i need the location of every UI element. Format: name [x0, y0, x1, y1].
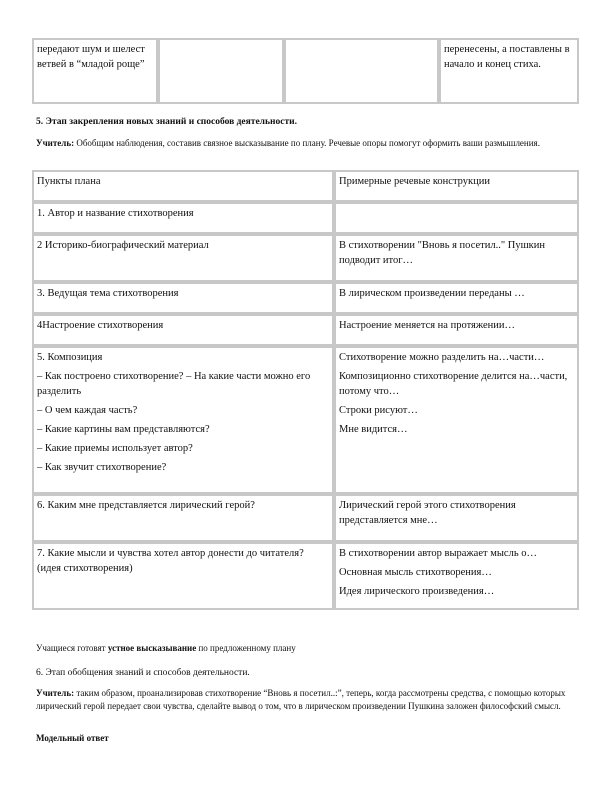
construction-cell: [334, 282, 579, 314]
plan-item: – Какие приемы использует автор?: [37, 443, 193, 454]
plan-item: 6. Каким мне представляется лирический герой?: [37, 500, 255, 511]
plan-table: [32, 170, 579, 610]
construction-cell: [334, 494, 579, 542]
table-cell: [158, 38, 284, 104]
table-cell: передают шум и шелест ветвей в “младой роще”: [32, 38, 158, 104]
table-row: [32, 202, 579, 234]
construction-cell: [334, 542, 579, 610]
section-5-teacher-paragraph: [36, 137, 576, 150]
plan-item: – О чем каждая часть?: [37, 405, 138, 416]
plan-item: 1. Автор и название стихотворения: [37, 208, 194, 219]
teacher-text: таким образом, проанализировав стихотворение “Вновь я посетил..:”, теперь, когда рассмотрены средства, с помощью которых лирический герой передает свои чувства, сделайте вывод о том, что в лирическом произведении Пушкина заложен философский смысл.: [36, 688, 566, 711]
table-row: [32, 234, 579, 282]
plan-item: 7. Какие мысли и чувства хотел автор донести до читателя? (идея стихотворения): [37, 548, 304, 574]
plan-item: 3. Ведущая тема стихотворения: [37, 288, 179, 299]
construction-cell: [334, 314, 579, 346]
construction-item: В стихотворении автор выражает мысль о…: [339, 548, 537, 559]
plan-item: 4Настроение стихотворения: [37, 320, 164, 331]
table-row: [32, 282, 579, 314]
construction-item: Основная мысль стихотворения…: [339, 567, 492, 578]
header-cell-plan: Пункты плана: [32, 170, 334, 202]
table-row: [32, 542, 579, 610]
table-row: [32, 314, 579, 346]
note-text: по предложенному плану: [196, 643, 296, 653]
construction-cell: [334, 234, 579, 282]
construction-item: Мне видится…: [339, 424, 408, 435]
after-table-note: [36, 642, 296, 655]
plan-item: – Как звучит стихотворение?: [37, 462, 167, 473]
construction-item: В лирическом произведении переданы …: [339, 288, 525, 299]
teacher-text: Обобщим наблюдения, составив связное высказывание по плану. Речевые опоры помогут оформить ваши размышления.: [74, 138, 540, 148]
model-answer-heading: Модельный ответ: [36, 733, 109, 743]
section-5-heading: 5. Этап закрепления новых знаний и способов деятельности.: [36, 117, 297, 127]
section-6-teacher-paragraph: [36, 687, 576, 713]
construction-item: Композиционно стихотворение делится на…части, потому что…: [339, 371, 568, 397]
header-cell-constructions: Примерные речевые конструкции: [334, 170, 579, 202]
teacher-label: Учитель:: [36, 688, 75, 698]
construction-item: Идея лирического произведения…: [339, 586, 495, 597]
construction-item: Строки рисуют…: [339, 405, 418, 416]
continuation-table: [32, 38, 579, 104]
plan-cell: [32, 202, 334, 234]
construction-item: Стихотворение можно разделить на…части…: [339, 352, 545, 363]
plan-item: – Как построено стихотворение? – На какие части можно его разделить: [37, 371, 311, 397]
construction-cell: [334, 346, 579, 494]
table-row: [32, 38, 579, 104]
note-bold-text: устное высказывание: [107, 643, 197, 653]
plan-cell: [32, 494, 334, 542]
plan-cell: [32, 314, 334, 346]
plan-item: – Какие картины вам представляются?: [37, 424, 210, 435]
plan-item: 5. Композиция: [37, 352, 103, 363]
plan-cell: [32, 346, 334, 494]
table-cell: перенесены, а поставлены в начало и конец стиха.: [439, 38, 579, 104]
teacher-label: Учитель:: [36, 138, 75, 148]
table-cell: [284, 38, 439, 104]
note-text: Учащиеся готовят: [36, 643, 108, 653]
section-6-heading: 6. Этап обобщения знаний и способов деятельности.: [36, 668, 250, 678]
table-row: [32, 494, 579, 542]
construction-cell: [334, 202, 579, 234]
plan-cell: [32, 282, 334, 314]
table-row: [32, 346, 579, 494]
plan-cell: [32, 542, 334, 610]
construction-item: Лирический герой этого стихотворения представляется мне…: [339, 500, 516, 526]
construction-item: Настроение меняется на протяжении…: [339, 320, 515, 331]
plan-item: 2 Историко-биографический материал: [37, 240, 209, 251]
plan-cell: [32, 234, 334, 282]
table-header-row: [32, 170, 579, 202]
construction-item: В стихотворении "Вновь я посетил.." Пушкин подводит итог…: [339, 240, 546, 266]
